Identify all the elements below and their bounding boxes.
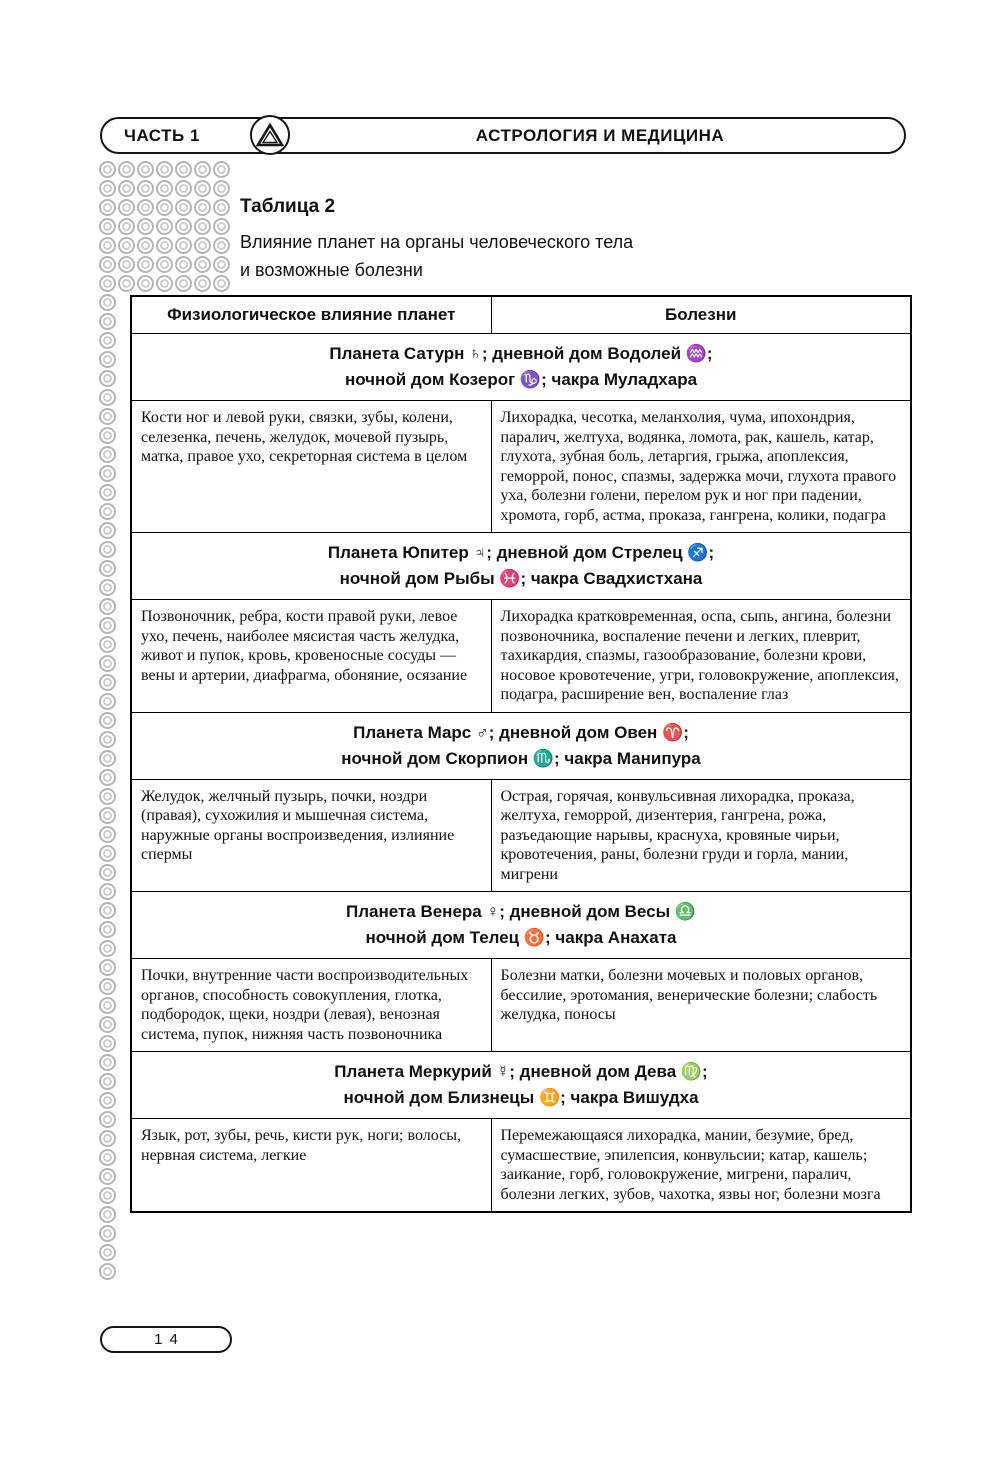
ring-ornament: [99, 788, 116, 805]
section-header-mars-line1: Планета Марс ♂; дневной дом Овен ♈;: [353, 722, 689, 742]
ring-ornament: [99, 1244, 116, 1261]
ring-ornament: [99, 389, 116, 406]
ring-ornament: [99, 275, 116, 292]
ring-ornament: [99, 541, 116, 558]
ring-ornament: [99, 446, 116, 463]
ring-ornament: [137, 161, 154, 178]
ring-ornament: [99, 427, 116, 444]
ring-ornament: [213, 237, 230, 254]
ring-ornament: [156, 237, 173, 254]
ornament-strip: [98, 293, 117, 1281]
ornament-block: [98, 160, 232, 293]
ring-ornament: [99, 1054, 116, 1071]
ring-ornament: [213, 161, 230, 178]
ring-ornament: [99, 1263, 116, 1280]
section-header-mercury-line1: Планета Меркурий ☿; дневной дом Дева ♍;: [334, 1062, 708, 1081]
ring-ornament: [99, 1035, 116, 1052]
ring-ornament: [137, 237, 154, 254]
ring-ornament: [156, 218, 173, 235]
ring-ornament: [175, 275, 192, 292]
page-number: 14: [100, 1326, 232, 1353]
ring-ornament: [99, 313, 116, 330]
ring-ornament: [156, 275, 173, 292]
section-header-saturn-line2: ночной дом Козерог ♑; чакра Муладхара: [344, 370, 698, 389]
table-header-row: [131, 296, 911, 334]
body-row-venus: [131, 959, 911, 1052]
ring-ornament: [99, 218, 116, 235]
table-caption-subtitle-line1: Влияние планет на органы человеческого тела: [240, 232, 634, 252]
ring-ornament: [99, 769, 116, 786]
ring-ornament: [99, 256, 116, 273]
physiology-cell-saturn: Кости ног и левой руки, связки, зубы, колени, селезенка, печень, желудок, мочевой пузырь, матка, правое ухо, секреторная система в целом: [131, 401, 491, 533]
section-header-row-saturn: [131, 334, 911, 401]
section-header-jupiter: [131, 533, 911, 600]
ring-ornament: [99, 921, 116, 938]
ring-ornament: [99, 1225, 116, 1242]
ring-ornament: [99, 199, 116, 216]
ring-ornament: [99, 636, 116, 653]
ring-ornament: [99, 332, 116, 349]
ring-ornament: [194, 199, 211, 216]
ring-ornament: [99, 351, 116, 368]
table-caption-label: Таблица 2: [240, 196, 336, 217]
ring-ornament: [175, 199, 192, 216]
part-label: ЧАСТЬ 1: [124, 125, 200, 145]
ring-ornament: [194, 256, 211, 273]
ring-ornament: [137, 218, 154, 235]
ring-ornament: [99, 712, 116, 729]
physiology-cell-mars: Желудок, желчный пузырь, почки, ноздри (правая), сухожилия и мышечная система, наружные органы воспроизведения, излияние спермы: [131, 779, 491, 892]
ring-ornament: [156, 256, 173, 273]
ring-ornament: [213, 275, 230, 292]
ring-ornament: [99, 294, 116, 311]
ring-ornament: [99, 1092, 116, 1109]
ring-ornament: [194, 275, 211, 292]
ring-ornament: [156, 180, 173, 197]
column-header-diseases: Болезни: [491, 296, 911, 334]
ring-ornament: [118, 180, 135, 197]
ring-ornament: [99, 883, 116, 900]
ring-ornament: [99, 693, 116, 710]
ring-ornament: [213, 256, 230, 273]
ring-ornament: [99, 465, 116, 482]
ring-ornament: [99, 864, 116, 881]
diseases-cell-jupiter: Лихорадка кратковременная, оспа, сыпь, ангина, болезни позвоночника, воспаление печени и легких, плеврит, тахикардия, спазмы, газообразование, болезни крови, носовое кровотечение, угри, головокружение, апоплексия, подагра, расширение вен, воспаление глаз: [491, 600, 911, 713]
ring-ornament: [99, 940, 116, 957]
planets-table: [130, 295, 912, 1213]
ring-ornament: [194, 180, 211, 197]
ring-ornament: [99, 484, 116, 501]
ring-ornament: [99, 1168, 116, 1185]
section-header-mercury: [131, 1052, 911, 1119]
body-row-mercury: [131, 1119, 911, 1213]
ring-ornament: [118, 161, 135, 178]
ring-ornament: [99, 503, 116, 520]
pyramid-icon: [250, 115, 290, 155]
section-header-venus-line1: Планета Венера ♀; дневной дом Весы ♎: [345, 902, 697, 921]
ring-ornament: [99, 731, 116, 748]
table-caption: [240, 196, 860, 284]
section-header-row-venus: [131, 892, 911, 959]
diseases-cell-mars: Острая, горячая, конвульсивная лихорадка, проказа, желтуха, геморрой, дизентерия, гангрена, рожа, разъедающие нарывы, краснуха, кровяные чирьи, кровотечения, раны, болезни груди и горла, мании, мигрени: [491, 779, 911, 892]
ring-ornament: [99, 1130, 116, 1147]
table-caption-subtitle-line2: и возможные болезни: [240, 260, 423, 280]
ring-ornament: [99, 180, 116, 197]
ring-ornament: [194, 237, 211, 254]
section-header-jupiter-line1: Планета Юпитер ♃; дневной дом Стрелец ♐;: [327, 543, 715, 562]
ring-ornament: [213, 218, 230, 235]
ring-ornament: [99, 997, 116, 1014]
section-header-jupiter-line2: ночной дом Рыбы ♓; чакра Свадхистхана: [339, 569, 703, 588]
ring-ornament: [213, 180, 230, 197]
ring-ornament: [118, 218, 135, 235]
ring-ornament: [99, 1016, 116, 1033]
section-header-mars: [131, 712, 911, 779]
ring-ornament: [99, 1111, 116, 1128]
ring-ornament: [118, 256, 135, 273]
section-header-mars-line2: ночной дом Скорпион ♏; чакра Манипура: [341, 748, 701, 768]
ring-ornament: [99, 826, 116, 843]
ring-ornament: [99, 902, 116, 919]
ring-ornament: [99, 807, 116, 824]
body-row-saturn: [131, 401, 911, 533]
ring-ornament: [99, 959, 116, 976]
ring-ornament: [99, 1187, 116, 1204]
body-row-jupiter: [131, 600, 911, 713]
ring-ornament: [99, 598, 116, 615]
ring-ornament: [99, 579, 116, 596]
ring-ornament: [194, 161, 211, 178]
ring-ornament: [99, 161, 116, 178]
ring-ornament: [137, 275, 154, 292]
ring-ornament: [175, 237, 192, 254]
ring-ornament: [99, 560, 116, 577]
section-header-saturn: [131, 334, 911, 401]
section-header-saturn-line1: Планета Сатурн ♄; дневной дом Водолей ♒;: [329, 344, 713, 363]
ring-ornament: [137, 256, 154, 273]
chapter-title: АСТРОЛОГИЯ И МЕДИЦИНА: [475, 125, 725, 145]
section-header-row-jupiter: [131, 533, 911, 600]
section-header-row-mercury: [131, 1052, 911, 1119]
ring-ornament: [99, 1149, 116, 1166]
physiology-cell-jupiter: Позвоночник, ребра, кости правой руки, левое ухо, печень, наиболее мясистая часть желудка, живот и пупок, кровь, кровеносные сосуды — вены и артерии, диафрагма, обоняние, осязание: [131, 600, 491, 713]
body-row-mars: [131, 779, 911, 892]
ring-ornament: [118, 237, 135, 254]
ring-ornament: [99, 845, 116, 862]
physiology-cell-venus: Почки, внутренние части воспроизводительных органов, способность совокупления, глотка, подбородок, щеки, ноздри (левая), венозная система, пупок, нижняя часть позвоночника: [131, 959, 491, 1052]
ring-ornament: [194, 218, 211, 235]
ring-ornament: [99, 617, 116, 634]
section-header-venus-line2: ночной дом Телец ♉; чакра Анахата: [365, 928, 677, 947]
ring-ornament: [118, 199, 135, 216]
ring-ornament: [99, 522, 116, 539]
ring-ornament: [175, 161, 192, 178]
section-header-mercury-line2: ночной дом Близнецы ♊; чакра Вишудха: [343, 1088, 699, 1107]
ring-ornament: [99, 1073, 116, 1090]
section-header-row-mars: [131, 712, 911, 779]
ring-ornament: [99, 674, 116, 691]
ring-ornament: [99, 655, 116, 672]
ring-ornament: [156, 199, 173, 216]
ring-ornament: [99, 750, 116, 767]
ring-ornament: [156, 161, 173, 178]
pyramid-icon-svg: [256, 122, 284, 148]
column-header-physiology: Физиологическое влияние планет: [131, 296, 491, 334]
section-header-venus: [131, 892, 911, 959]
ring-ornament: [137, 180, 154, 197]
running-head: [100, 117, 906, 154]
ring-ornament: [99, 237, 116, 254]
ring-ornament: [99, 370, 116, 387]
ring-ornament: [99, 1206, 116, 1223]
ring-ornament: [99, 408, 116, 425]
ring-ornament: [175, 218, 192, 235]
diseases-cell-saturn: Лихорадка, чесотка, меланхолия, чума, ипохондрия, паралич, желтуха, водянка, ломота, рак, кашель, катар, глухота, зубная боль, летаргия, грыжа, апоплексия, геморрой, понос, спазмы, задержка мочи, глухота правого уха, болезни голени, перелом рук и ног при падении, хромота, горб, астма, проказа, гангрена, колики, подагра: [491, 401, 911, 533]
ring-ornament: [137, 199, 154, 216]
ring-ornament: [213, 199, 230, 216]
physiology-cell-mercury: Язык, рот, зубы, речь, кисти рук, ноги; волосы, нервная система, легкие: [131, 1119, 491, 1213]
ring-ornament: [175, 180, 192, 197]
ring-ornament: [118, 275, 135, 292]
diseases-cell-mercury: Перемежающаяся лихорадка, мании, безумие, бред, сумасшествие, эпилепсия, конвульсии; катар, кашель; заикание, горб, головокружение, мигрени, паралич, болезни легких, зубов, чахотка, язвы ног, болезни мозга: [491, 1119, 911, 1213]
diseases-cell-venus: Болезни матки, болезни мочевых и половых органов, бессилие, эротомания, венерические болезни; слабость желудка, поносы: [491, 959, 911, 1052]
ring-ornament: [99, 978, 116, 995]
ring-ornament: [175, 256, 192, 273]
